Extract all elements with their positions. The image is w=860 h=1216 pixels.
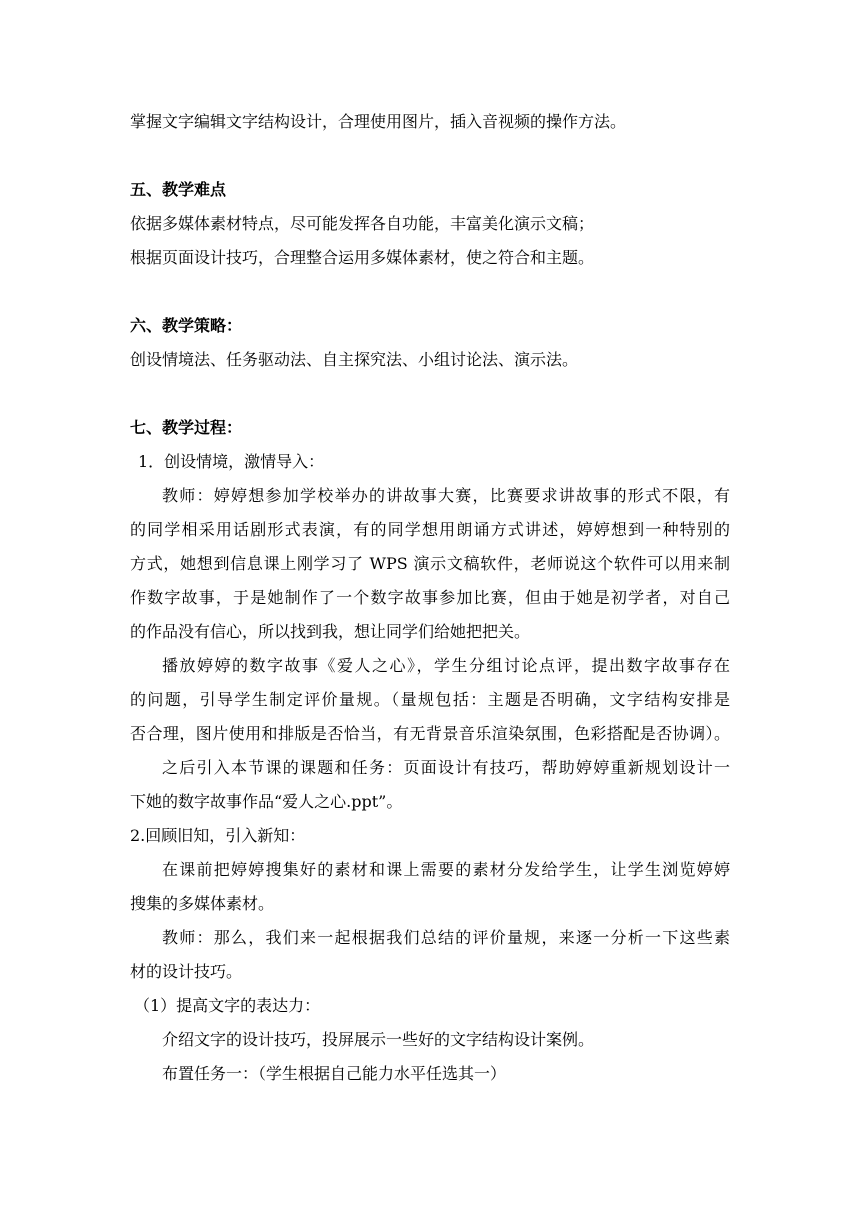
sub-1-title: （1）提高文字的表达力： [134,996,321,1015]
para-1-line-5: 的作品没有信心，所以找到我，想让同学们给她把把关。 [130,622,531,641]
para-1-line-2: 的同学相采用话剧形式表演，有的同学想用朗诵方式讲述，婷婷想到一种特别的 [130,520,730,539]
para-1-line-1: 教师：婷婷想参加学校举办的讲故事大赛，比赛要求讲故事的形式不限，有 [162,486,730,505]
section-5-heading: 五、教学难点 [130,180,227,199]
section-5-line-2: 根据页面设计技巧，合理整合运用多媒体素材，使之符合和主题。 [130,248,595,267]
section-7-heading: 七、教学过程： [130,418,243,437]
section-5-line-1: 依据多媒体素材特点，尽可能发挥各自功能，丰富美化演示文稿； [130,214,595,233]
para-5-line-1: 教师：那么，我们来一起根据我们总结的评价量规，来逐一分析一下这些素 [162,928,730,947]
section-6-line-1: 创设情境法、任务驱动法、自主探究法、小组讨论法、演示法。 [130,350,579,369]
para-1-line-3: 方式，她想到信息课上刚学习了 WPS 演示文稿软件，老师说这个软件可以用来制 [130,554,730,573]
step-1-title: 1．创设情境，激情导入： [138,452,325,471]
para-3-line-1: 之后引入本节课的课题和任务：页面设计有技巧，帮助婷婷重新规划设计一 [162,758,730,777]
para-2-line-1: 播放婷婷的数字故事《爱人之心》，学生分组讨论点评，提出数字故事存在 [162,656,730,675]
para-4-line-1: 在课前把婷婷搜集好的素材和课上需要的素材分发给学生，让学生浏览婷婷 [162,860,730,879]
objectives-tail-line: 掌握文字编辑文字结构设计，合理使用图片，插入音视频的操作方法。 [130,112,627,131]
para-2-line-3: 否合理，图片使用和排版是否恰当，有无背景音乐渲染氛围，色彩搭配是否协调）。 [130,724,730,743]
para-5-line-2: 材的设计技巧。 [130,962,243,981]
para-3-line-2: 下她的数字故事作品“爱人之心.ppt”。 [130,792,403,811]
para-6-line: 介绍文字的设计技巧，投屏展示一些好的文字结构设计案例。 [162,1030,595,1049]
step-2-title: 2.回顾旧知，引入新知： [130,826,306,845]
para-1-line-4: 作数字故事，于是她制作了一个数字故事参加比赛，但由于她是初学者，对自己 [130,588,730,607]
para-7-line: 布置任务一：（学生根据自己能力水平任选其一） [162,1064,507,1083]
para-4-line-2: 搜集的多媒体素材。 [130,894,275,913]
section-6-heading: 六、教学策略： [130,316,243,335]
para-2-line-2: 的问题，引导学生制定评价量规。（量规包括：主题是否明确，文字结构安排是 [130,690,730,709]
